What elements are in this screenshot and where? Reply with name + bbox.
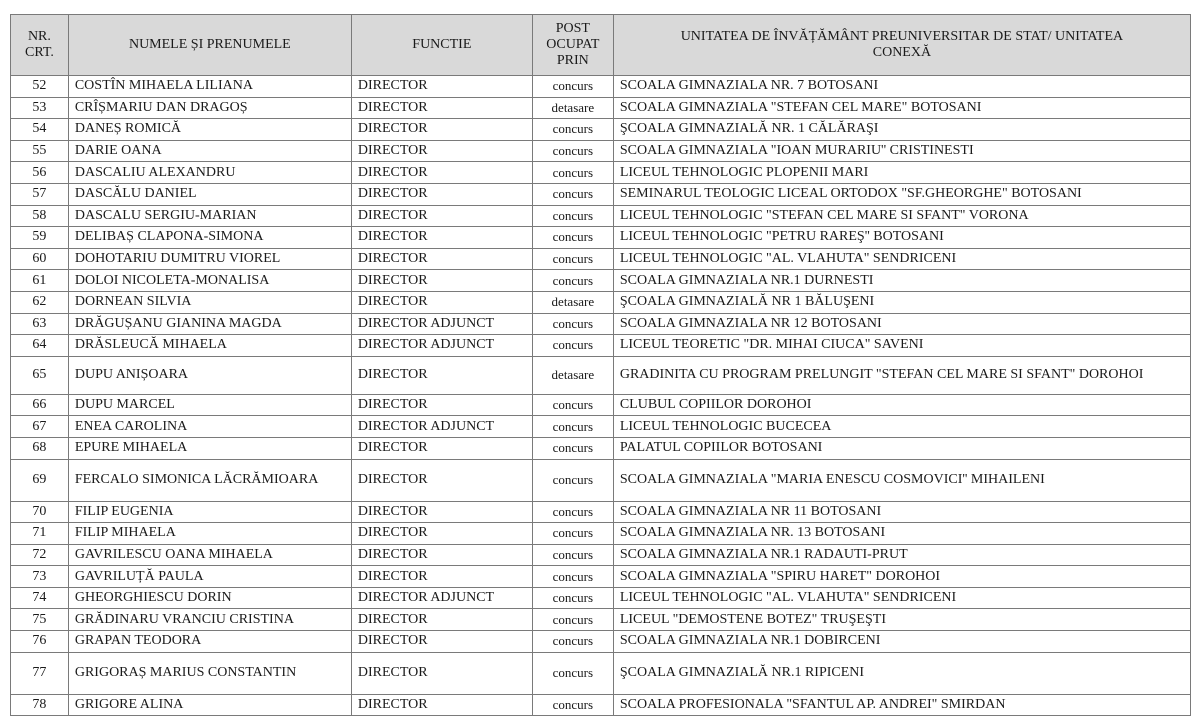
function: DIRECTOR [351,119,532,141]
function: DIRECTOR [351,76,532,98]
person-name: DARIE OANA [68,140,351,162]
post-occupied-by: concurs [532,335,613,357]
post-occupied-by: concurs [532,631,613,653]
person-name: DRĂSLEUCĂ MIHAELA [68,335,351,357]
post-occupied-by: concurs [532,248,613,270]
row-number: 58 [11,205,69,227]
function: DIRECTOR [351,459,532,501]
school-unit: ŞCOALA GIMNAZIALĂ NR. 1 CĂLĂRAŞI [613,119,1190,141]
post-occupied-by: concurs [532,227,613,249]
post-occupied-by: concurs [532,587,613,609]
person-name: ENEA CAROLINA [68,416,351,438]
table-row [11,523,1191,545]
function: DIRECTOR [351,501,532,523]
row-number: 53 [11,97,69,119]
row-number: 72 [11,544,69,566]
function: DIRECTOR ADJUNCT [351,313,532,335]
row-number: 78 [11,694,69,716]
post-occupied-by: concurs [532,566,613,588]
person-name: GRĂDINARU VRANCIU CRISTINA [68,609,351,631]
row-number: 63 [11,313,69,335]
person-name: DUPU MARCEL [68,394,351,416]
person-name: COSTÎN MIHAELA LILIANA [68,76,351,98]
table-row [11,394,1191,416]
table-row [11,205,1191,227]
table-row [11,270,1191,292]
school-unit: PALATUL COPIILOR BOTOSANI [613,437,1190,459]
function: DIRECTOR [351,437,532,459]
row-number: 61 [11,270,69,292]
header-row [11,15,1191,76]
row-number: 54 [11,119,69,141]
row-number: 66 [11,394,69,416]
person-name: CRÎȘMARIU DAN DRAGOȘ [68,97,351,119]
table-row [11,162,1191,184]
table-row [11,313,1191,335]
function: DIRECTOR [351,523,532,545]
person-name: DASCALIU ALEXANDRU [68,162,351,184]
person-name: FILIP EUGENIA [68,501,351,523]
school-unit: LICEUL TEHNOLOGIC PLOPENII MARI [613,162,1190,184]
table-row [11,566,1191,588]
header-post: POST OCUPAT PRIN [532,15,613,76]
post-occupied-by: concurs [532,459,613,501]
function: DIRECTOR [351,227,532,249]
post-occupied-by: concurs [532,652,613,694]
post-occupied-by: concurs [532,394,613,416]
function: DIRECTOR ADJUNCT [351,335,532,357]
post-occupied-by: detasare [532,97,613,119]
person-name: GRAPAN TEODORA [68,631,351,653]
post-occupied-by: concurs [532,694,613,716]
school-unit: SCOALA PROFESIONALA "SFANTUL AP. ANDREI" SMIRDAN [613,694,1190,716]
post-occupied-by: concurs [532,437,613,459]
directors-table [10,14,1191,716]
row-number: 65 [11,356,69,394]
post-occupied-by: concurs [532,416,613,438]
person-name: FERCALO SIMONICA LĂCRĂMIOARA [68,459,351,501]
table-row [11,291,1191,313]
table-row [11,437,1191,459]
table-row [11,631,1191,653]
row-number: 76 [11,631,69,653]
function: DIRECTOR [351,140,532,162]
row-number: 70 [11,501,69,523]
table-row [11,609,1191,631]
table-row [11,119,1191,141]
table-row [11,587,1191,609]
row-number: 59 [11,227,69,249]
function: DIRECTOR [351,394,532,416]
function: DIRECTOR [351,291,532,313]
school-unit: SCOALA GIMNAZIALA NR.1 DOBIRCENI [613,631,1190,653]
row-number: 64 [11,335,69,357]
person-name: GAVRILESCU OANA MIHAELA [68,544,351,566]
post-occupied-by: concurs [532,205,613,227]
row-number: 67 [11,416,69,438]
person-name: DANEȘ ROMICĂ [68,119,351,141]
post-occupied-by: concurs [532,76,613,98]
person-name: DUPU ANIȘOARA [68,356,351,394]
school-unit: LICEUL TEHNOLOGIC BUCECEA [613,416,1190,438]
row-number: 56 [11,162,69,184]
row-number: 68 [11,437,69,459]
table-row [11,76,1191,98]
post-occupied-by: detasare [532,356,613,394]
school-unit: LICEUL TEHNOLOGIC "PETRU RAREŞ'' BOTOSANI [613,227,1190,249]
function: DIRECTOR [351,694,532,716]
table-row [11,416,1191,438]
function: DIRECTOR [351,356,532,394]
row-number: 77 [11,652,69,694]
person-name: DASCĂLU DANIEL [68,183,351,205]
table-row [11,140,1191,162]
post-occupied-by: concurs [532,523,613,545]
person-name: DASCALU SERGIU-MARIAN [68,205,351,227]
school-unit: SCOALA GIMNAZIALA NR 11 BOTOSANI [613,501,1190,523]
school-unit: LICEUL TEORETIC "DR. MIHAI CIUCA" SAVENI [613,335,1190,357]
row-number: 69 [11,459,69,501]
person-name: GRIGORAȘ MARIUS CONSTANTIN [68,652,351,694]
person-name: DRĂGUȘANU GIANINA MAGDA [68,313,351,335]
school-unit: ŞCOALA GIMNAZIALĂ NR.1 RIPICENI [613,652,1190,694]
post-occupied-by: concurs [532,270,613,292]
person-name: FILIP MIHAELA [68,523,351,545]
row-number: 75 [11,609,69,631]
table-row [11,227,1191,249]
function: DIRECTOR [351,270,532,292]
table-row [11,459,1191,501]
row-number: 57 [11,183,69,205]
header-function: FUNCTIE [351,15,532,76]
header-nr-crt: NR. CRT. [11,15,69,76]
school-unit: SCOALA GIMNAZIALA NR. 13 BOTOSANI [613,523,1190,545]
function: DIRECTOR [351,566,532,588]
table-row [11,652,1191,694]
post-occupied-by: concurs [532,162,613,184]
table-row [11,694,1191,716]
table-row [11,544,1191,566]
table-row [11,97,1191,119]
table-row [11,248,1191,270]
function: DIRECTOR [351,631,532,653]
post-occupied-by: detasare [532,291,613,313]
function: DIRECTOR [351,183,532,205]
function: DIRECTOR [351,205,532,227]
post-occupied-by: concurs [532,313,613,335]
function: DIRECTOR [351,652,532,694]
header-unit: UNITATEA DE ÎNVĂȚĂMÂNT PREUNIVERSITAR DE STAT/ UNITATEA CONEXĂ [613,15,1190,76]
post-occupied-by: concurs [532,609,613,631]
function: DIRECTOR [351,248,532,270]
school-unit: SCOALA GIMNAZIALA NR.1 DURNESTI [613,270,1190,292]
school-unit: SCOALA GIMNAZIALA NR.1 RADAUTI-PRUT [613,544,1190,566]
post-occupied-by: concurs [532,140,613,162]
post-occupied-by: concurs [532,501,613,523]
school-unit: LICEUL TEHNOLOGIC "AL. VLAHUTA" SENDRICENI [613,587,1190,609]
person-name: GRIGORE ALINA [68,694,351,716]
person-name: GAVRILUȚĂ PAULA [68,566,351,588]
function: DIRECTOR [351,97,532,119]
school-unit: GRADINITA CU PROGRAM PRELUNGIT "STEFAN CEL MARE SI SFANT" DOROHOI [613,356,1190,394]
school-unit: SCOALA GIMNAZIALA "MARIA ENESCU COSMOVICI'' MIHAILENI [613,459,1190,501]
row-number: 71 [11,523,69,545]
row-number: 55 [11,140,69,162]
school-unit: SCOALA GIMNAZIALA NR. 7 BOTOSANI [613,76,1190,98]
function: DIRECTOR ADJUNCT [351,587,532,609]
post-occupied-by: concurs [532,183,613,205]
person-name: DELIBAȘ CLAPONA-SIMONA [68,227,351,249]
school-unit: LICEUL TEHNOLOGIC "STEFAN CEL MARE SI SFANT" VORONA [613,205,1190,227]
row-number: 52 [11,76,69,98]
header-name: NUMELE ȘI PRENUMELE [68,15,351,76]
person-name: DORNEAN SILVIA [68,291,351,313]
school-unit: SCOALA GIMNAZIALA "STEFAN CEL MARE" BOTOSANI [613,97,1190,119]
table-row [11,335,1191,357]
table-row [11,501,1191,523]
school-unit: LICEUL TEHNOLOGIC "AL. VLAHUTA" SENDRICENI [613,248,1190,270]
school-unit: SEMINARUL TEOLOGIC LICEAL ORTODOX "SF.GHEORGHE" BOTOSANI [613,183,1190,205]
function: DIRECTOR ADJUNCT [351,416,532,438]
table-row [11,356,1191,394]
school-unit: CLUBUL COPIILOR DOROHOI [613,394,1190,416]
table-row [11,183,1191,205]
row-number: 73 [11,566,69,588]
school-unit: ŞCOALA GIMNAZIALĂ NR 1 BĂLUŞENI [613,291,1190,313]
post-occupied-by: concurs [532,544,613,566]
post-occupied-by: concurs [532,119,613,141]
school-unit: LICEUL "DEMOSTENE BOTEZ" TRUŞEŞTI [613,609,1190,631]
school-unit: SCOALA GIMNAZIALA "IOAN MURARIU'' CRISTINESTI [613,140,1190,162]
function: DIRECTOR [351,609,532,631]
person-name: DOHOTARIU DUMITRU VIOREL [68,248,351,270]
person-name: DOLOI NICOLETA-MONALISA [68,270,351,292]
row-number: 74 [11,587,69,609]
function: DIRECTOR [351,544,532,566]
row-number: 62 [11,291,69,313]
row-number: 60 [11,248,69,270]
function: DIRECTOR [351,162,532,184]
person-name: GHEORGHIESCU DORIN [68,587,351,609]
school-unit: SCOALA GIMNAZIALA NR 12 BOTOSANI [613,313,1190,335]
person-name: EPURE MIHAELA [68,437,351,459]
school-unit: SCOALA GIMNAZIALA "SPIRU HARET" DOROHOI [613,566,1190,588]
